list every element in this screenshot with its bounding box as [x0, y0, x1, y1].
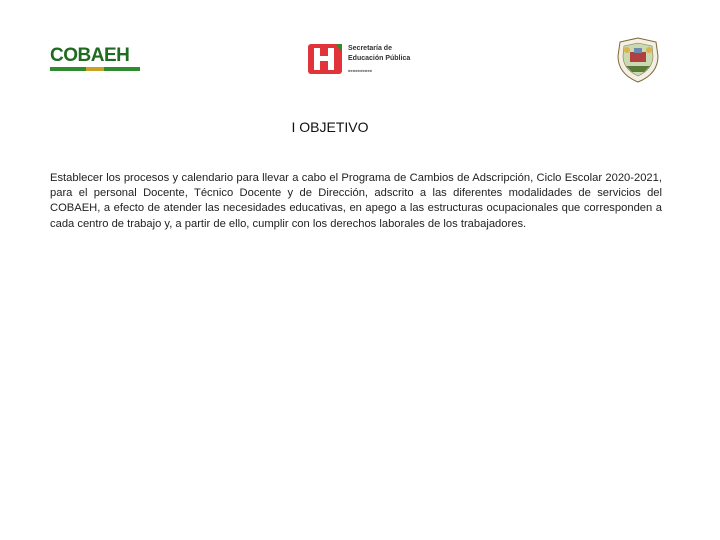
cobaeh-logo-strip	[50, 67, 140, 71]
hidalgo-seal-icon	[610, 36, 666, 92]
document-header	[0, 0, 720, 110]
sep-logo-subtext-decoration: ■■■■■■■■■■	[348, 68, 373, 73]
section-title-text: I OBJETIVO	[291, 119, 369, 135]
seal-emblem	[610, 36, 666, 84]
sep-line2: Educación Pública	[348, 55, 411, 62]
sep-logo-text	[348, 44, 410, 64]
cobaeh-logo	[50, 46, 142, 74]
objective-paragraph: Establecer los procesos y calendario para llevar a cabo el Programa de Cambios de Adscripción, Ciclo Escolar 2020-2021, para el personal Docente, Técnico Docente y de Dirección, adscrito a las diferentes modalidades de servicios del COBAEH, a efecto de atender las necesidades educativas, en apego a las estructuras ocupacionales que corresponden a cada centro de trabajo y, a partir de ello, cumplir con los derechos laborales de los trabajadores.	[50, 172, 662, 230]
cobaeh-name: COBAEH	[50, 45, 130, 66]
cobaeh-wordmark	[50, 46, 129, 66]
sep-logo	[306, 42, 426, 78]
sep-h-icon	[306, 42, 344, 76]
section-title	[0, 119, 660, 135]
sep-line1: Secretaría de	[348, 45, 392, 52]
